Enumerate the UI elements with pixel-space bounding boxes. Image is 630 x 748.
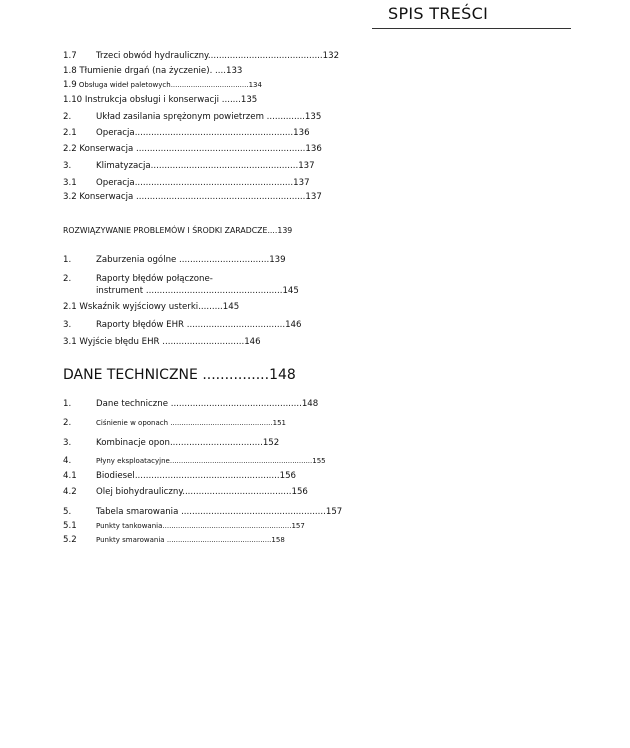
toc-title: Ciśnienie w oponach [96,419,171,427]
toc-entry[interactable] [63,521,305,532]
toc-page-number: 137 [305,192,322,202]
toc-title: Raporty błędów połączone- [96,274,213,284]
toc-number: 1. [63,399,72,409]
toc-number: 2.2 [63,144,77,154]
toc-entry[interactable] [63,535,285,546]
header-rule [372,28,571,29]
toc-number: 1.9 [63,80,77,90]
toc-page-number: 156 [279,471,297,481]
toc-entry[interactable] [63,80,262,91]
toc-page-number: 146 [244,337,261,347]
page-title: SPIS TREŚCI [388,4,489,23]
toc-title: Klimatyzacja [96,161,151,171]
toc-leader: .......................................................... [134,128,294,138]
toc-entry[interactable] [63,456,326,467]
toc-leader: .............................................................. [136,192,306,202]
toc-page-number: 157 [325,507,343,517]
toc-number: 2. [63,274,72,284]
toc-number: 1.7 [63,51,77,61]
toc-number: 5. [63,507,72,517]
toc-number: 3. [63,161,72,171]
toc-title: Operacja [96,178,135,188]
toc-page-number: 146 [285,320,302,330]
toc-page-number: 139 [277,226,293,235]
toc-leader: ..................................................... [134,471,280,481]
toc-leader: ......... [198,302,223,312]
toc-page-number: 133 [225,66,243,76]
toc-number: 4.1 [63,471,77,481]
toc-page-number: 137 [293,178,310,188]
toc-leader: ...................................................... [150,161,299,171]
toc-number: 1. [63,255,72,265]
toc-number: 2.1 [63,302,77,312]
toc-title: Biodiesel [96,471,135,481]
toc-leader: ........................................ [182,487,292,497]
toc-entry[interactable] [63,438,279,449]
toc-entry[interactable] [63,95,257,106]
toc-page-number: 137 [298,161,315,171]
toc-number: 3.1 [63,337,77,347]
toc-title: Tabela smarowania [96,507,182,517]
toc-title: DANE TECHNICZNE [63,367,203,383]
toc-page-number: 158 [271,536,285,544]
toc-number: 2. [63,112,72,122]
toc-entry[interactable] [63,366,296,384]
toc-page-number: 151 [272,419,287,427]
toc-page-number: 155 [312,457,326,465]
toc-entry[interactable] [63,302,239,313]
toc-leader: .......................................................... [134,178,294,188]
toc-title: Dane techniczne [96,399,171,409]
toc-page-number: 135 [304,112,322,122]
toc-leader: .............................. [162,337,245,347]
toc-leader: ................................... [170,81,249,89]
toc-title: Konserwacja [76,144,137,154]
toc-entry[interactable] [63,178,310,189]
toc-title: Punkty smarowania [96,536,167,544]
toc-leader: ............................................... [166,536,272,544]
toc-leader: .............................................. [170,419,273,427]
toc-number: 4.2 [63,487,77,497]
toc-page-number: 148 [269,367,296,383]
toc-leader: .............. [266,112,305,122]
toc-page-number: 139 [269,255,286,265]
toc-page-number: 135 [240,95,258,105]
toc-leader: .... [215,66,226,76]
toc-entry[interactable] [63,225,292,236]
toc-number: 1.8 [63,66,77,76]
toc-number: 3. [63,438,72,448]
toc-entry[interactable] [63,128,310,139]
toc-page-number: 134 [248,81,262,89]
toc-entry[interactable] [96,286,299,297]
toc-number: 5.2 [63,535,77,545]
toc-leader: .................................. [169,438,263,448]
toc-page-number: 156 [291,487,308,497]
toc-number: 3. [63,320,72,330]
toc-entry[interactable] [63,487,308,498]
toc-title: Wyjście błędu EHR [76,337,163,347]
toc-entry[interactable] [63,51,339,62]
toc-leader: .... [267,226,278,235]
toc-entry[interactable] [63,144,322,155]
toc-title: Raporty błędów EHR [96,320,187,330]
toc-leader: ............... [202,367,270,383]
toc-entry[interactable] [63,399,318,410]
toc-number: 4. [63,456,72,466]
toc-entry[interactable] [63,192,322,203]
toc-title: Obsługa wideł paletowych [76,81,171,89]
toc-number: 2.1 [63,128,77,138]
toc-entry[interactable] [63,320,301,331]
toc-number: 5.1 [63,521,77,531]
toc-entry[interactable] [63,255,286,266]
toc-page-number: 145 [282,286,299,296]
toc-entry[interactable] [63,337,261,348]
toc-page-number: 132 [322,51,340,61]
toc-title: Tłumienie drgań (na życzenie). [76,66,216,76]
toc-title: Płyny eksploatacyjne [96,457,170,465]
toc-leader: ................................. [179,255,270,265]
toc-number: 1.10 [63,95,83,105]
toc-entry[interactable] [63,274,213,285]
toc-entry[interactable] [63,471,296,482]
toc-leader: ....... [221,95,241,105]
toc-title: ROZWIĄZYWANIE PROBLEMÓW I ŚRODKI ZARADCZE [63,226,268,235]
toc-title: Punkty tankowania [96,522,163,530]
toc-title: Wskaźnik wyjściowy usterki [76,302,199,312]
toc-title: instrument [96,286,146,296]
toc-leader: ................................................ [170,399,302,409]
toc-leader: .............................................................. [136,144,306,154]
toc-title: Olej biohydrauliczny [96,487,183,497]
toc-title: Instrukcja obsługi i konserwacji [82,95,222,105]
toc-leader: ..................................................... [181,507,326,517]
toc-entry[interactable] [63,418,286,429]
toc-title: Operacja [96,128,135,138]
toc-page-number: 157 [291,522,305,530]
toc-leader: .................................... [186,320,286,330]
toc-leader: .......................................................... [162,522,292,530]
toc-entry[interactable] [63,161,315,172]
toc-page-number: 152 [262,438,280,448]
toc-title: Układ zasilania sprężonym powietrzem [96,112,267,122]
toc-leader: .......................................... [207,51,323,61]
toc-page-number: 145 [222,302,240,312]
toc-page-number: 148 [301,399,319,409]
toc-number: 2. [63,418,72,428]
toc-page-number: 136 [293,128,310,138]
toc-entry[interactable] [63,112,321,123]
toc-leader: ................................................................ [169,457,313,465]
toc-number: 3.2 [63,192,77,202]
toc-entry[interactable] [63,507,342,518]
toc-leader: .................................................. [145,286,283,296]
toc-title: Kombinacje opon [96,438,170,448]
toc-title: Konserwacja [76,192,137,202]
toc-number: 3.1 [63,178,77,188]
toc-page-number: 136 [305,144,322,154]
toc-title: Zaburzenia ogólne [96,255,180,265]
toc-title: Trzeci obwód hydrauliczny [96,51,208,61]
toc-entry[interactable] [63,66,242,77]
